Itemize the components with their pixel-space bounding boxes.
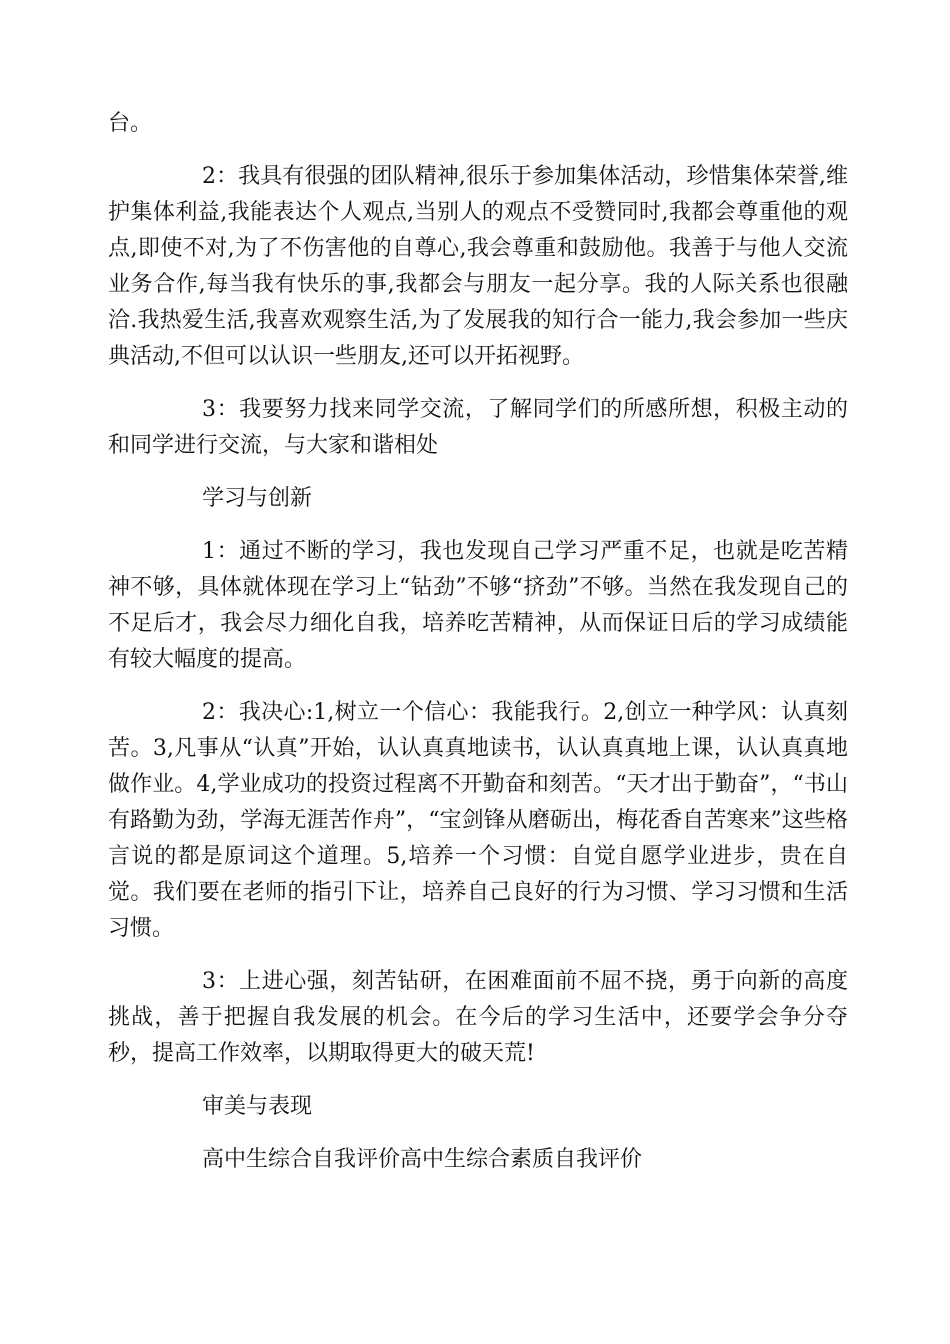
paragraph-teamwork: 2：我具有很强的团队精神,很乐于参加集体活动，珍惜集体荣誉,维护集体利益,我能表达个人观点,当别人的观点不受赞同时,我都会尊重他的观点,即使不对,为了不伤害他的自尊心,我会尊重和鼓励他。我善于与他人交流业务合作,每当我有快乐的事,我都会与朋友一起分享。我的人际关系也很融洽.我热爱生活,我喜欢观察生活,为了发展我的知行合一能力,我会参加一些庆典活动,不但可以认识一些朋友,还可以开拓视野。 [108, 164, 848, 369]
document-body [108, 106, 848, 1195]
paragraph-communication: 3：我要努力找来同学交流，了解同学们的所感所想，积极主动的和同学进行交流，与大家和谐相处 [108, 397, 848, 458]
paragraph-continuation: 台。 [108, 111, 153, 136]
paragraph-learning-1: 1：通过不断的学习，我也发现自己学习严重不足，也就是吃苦精神不够，具体就体现在学习上“钻劲”不够“挤劲”不够。当然在我发现自己的不足后才，我会尽力细化自我，培养吃苦精神，从而保证日后的学习成绩能有较大幅度的提高。 [108, 539, 848, 672]
paragraph-learning-2: 2：我决心:1,树立一个信心：我能我行。2,创立一种学风：认真刻苦。3,凡事从“认真”开始，认认真真地读书，认认真真地上课，认认真真地做作业。4,学业成功的投资过程离不开勤奋和刻苦。“天才出于勤奋”，“书山有路勤为劲，学海无涯苦作舟”，“宝剑锋从磨砺出，梅花香自苦寒来”这些格言说的都是原词这个道理。5,培养一个习惯：自觉自愿学业进步，贵在自觉。我们要在老师的指引下让，培养自己良好的行为习惯、学习习惯和生活习惯。 [108, 700, 848, 941]
section-heading-learning: 学习与创新 [202, 486, 313, 511]
section-heading-evaluation: 高中生综合自我评价高中生综合素质自我评价 [202, 1147, 643, 1172]
section-heading-aesthetics: 审美与表现 [202, 1094, 313, 1119]
paragraph-learning-3: 3：上进心强，刻苦钻研，在困难面前不屈不挠，勇于向新的高度挑战，善于把握自我发展的机会。在今后的学习生活中，还要学会争分夺秒，提高工作效率，以期取得更大的破天荒! [108, 969, 848, 1066]
